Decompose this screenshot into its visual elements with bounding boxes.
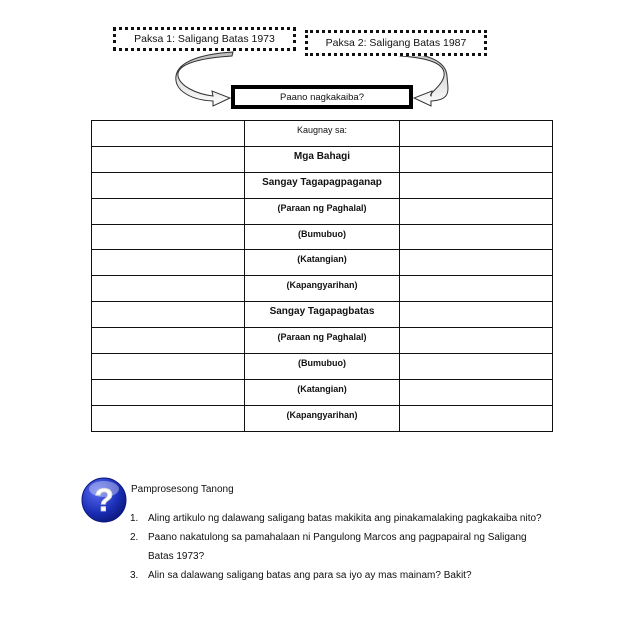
criteria-label: (Paraan ng Paghalal) (277, 202, 367, 213)
criteria-cell (245, 250, 400, 276)
criteria-cell (245, 198, 400, 224)
criteria-label: (Bumubuo) (298, 228, 346, 239)
criteria-label: Sangay Tagapagpaganap (262, 176, 382, 188)
questions-title: Pamprosesong Tanong (131, 484, 234, 495)
criteria-cell (245, 354, 400, 380)
topic-1-cell[interactable] (92, 250, 245, 276)
table-row (92, 121, 553, 147)
criteria-label: (Kapangyarihan) (286, 280, 358, 291)
criteria-cell (245, 302, 400, 328)
criteria-label: (Katangian) (297, 383, 347, 394)
table-row (92, 405, 553, 431)
topic-2-cell[interactable] (399, 354, 552, 380)
topic-1-cell[interactable] (92, 146, 245, 172)
questions-list (130, 509, 550, 585)
topic-1-cell[interactable] (92, 224, 245, 250)
criteria-cell (245, 328, 400, 354)
topic-2-cell[interactable] (399, 146, 552, 172)
topic-2-cell[interactable] (399, 224, 552, 250)
table-row (92, 146, 553, 172)
topic-1-cell[interactable] (92, 172, 245, 198)
topic-1-cell[interactable] (92, 302, 245, 328)
topic-1-label: Paksa 1: Saligang Batas 1973 (134, 33, 275, 45)
table-row (92, 328, 553, 354)
topic-1-cell[interactable] (92, 354, 245, 380)
question-text: Paano nakatulong sa pamahalaan ni Pangulong Marcos ang pagpapairal ng Saligang Batas 1973? (148, 532, 527, 562)
topic-2-cell[interactable] (399, 250, 552, 276)
table-row (92, 250, 553, 276)
criteria-label: Mga Bahagi (293, 150, 351, 162)
comparison-label: Paano nagkakaiba? (280, 91, 364, 103)
topic-2-cell[interactable] (399, 198, 552, 224)
topic-1-cell[interactable] (92, 276, 245, 302)
question-mark-icon (80, 476, 128, 524)
table-row (92, 276, 553, 302)
criteria-cell (245, 146, 400, 172)
topic-2-cell[interactable] (399, 379, 552, 405)
question-number: 2. (130, 532, 139, 543)
question-item (130, 528, 550, 566)
criteria-cell (245, 121, 400, 147)
criteria-label: Kaugnay sa: (296, 125, 348, 135)
table-row (92, 198, 553, 224)
table-row (92, 224, 553, 250)
table-row (92, 354, 553, 380)
criteria-cell (245, 224, 400, 250)
question-text: Alin sa dalawang saligang batas ang para sa iyo ay mas mainam? Bakit? (148, 570, 472, 581)
question-item (130, 509, 550, 528)
topic-1-box (113, 27, 296, 51)
comparison-table (91, 120, 553, 432)
left-curved-arrow (176, 52, 233, 106)
topic-1-cell[interactable] (92, 379, 245, 405)
criteria-cell (245, 379, 400, 405)
topic-2-box (305, 30, 487, 56)
question-number: 1. (130, 513, 139, 524)
question-number: 3. (130, 570, 139, 581)
svg-text:?: ? (94, 482, 114, 518)
criteria-cell (245, 276, 400, 302)
topic-2-cell[interactable] (399, 405, 552, 431)
criteria-label: (Bumubuo) (298, 358, 346, 369)
topic-1-cell[interactable] (92, 198, 245, 224)
criteria-cell (245, 405, 400, 431)
question-item (130, 566, 550, 585)
topic-2-label: Paksa 2: Saligang Batas 1987 (325, 37, 467, 49)
topic-1-cell[interactable] (92, 405, 245, 431)
topic-2-cell[interactable] (399, 328, 552, 354)
table-row (92, 379, 553, 405)
question-text: Aling artikulo ng dalawang saligang batas makikita ang pinakamalaking pagkakaiba nito? (148, 513, 542, 524)
criteria-label: Sangay Tagapagbatas (269, 306, 375, 318)
criteria-label: (Kapangyarihan) (286, 409, 358, 420)
topic-2-cell[interactable] (399, 302, 552, 328)
table-row (92, 302, 553, 328)
topic-1-cell[interactable] (92, 328, 245, 354)
topic-2-cell[interactable] (399, 172, 552, 198)
criteria-label: (Paraan ng Paghalal) (277, 332, 367, 343)
table-row (92, 172, 553, 198)
criteria-label: (Katangian) (297, 254, 347, 265)
comparison-box (231, 85, 413, 109)
criteria-cell (245, 172, 400, 198)
topic-2-cell[interactable] (399, 276, 552, 302)
topic-1-cell[interactable] (92, 121, 245, 147)
topic-2-cell[interactable] (399, 121, 552, 147)
